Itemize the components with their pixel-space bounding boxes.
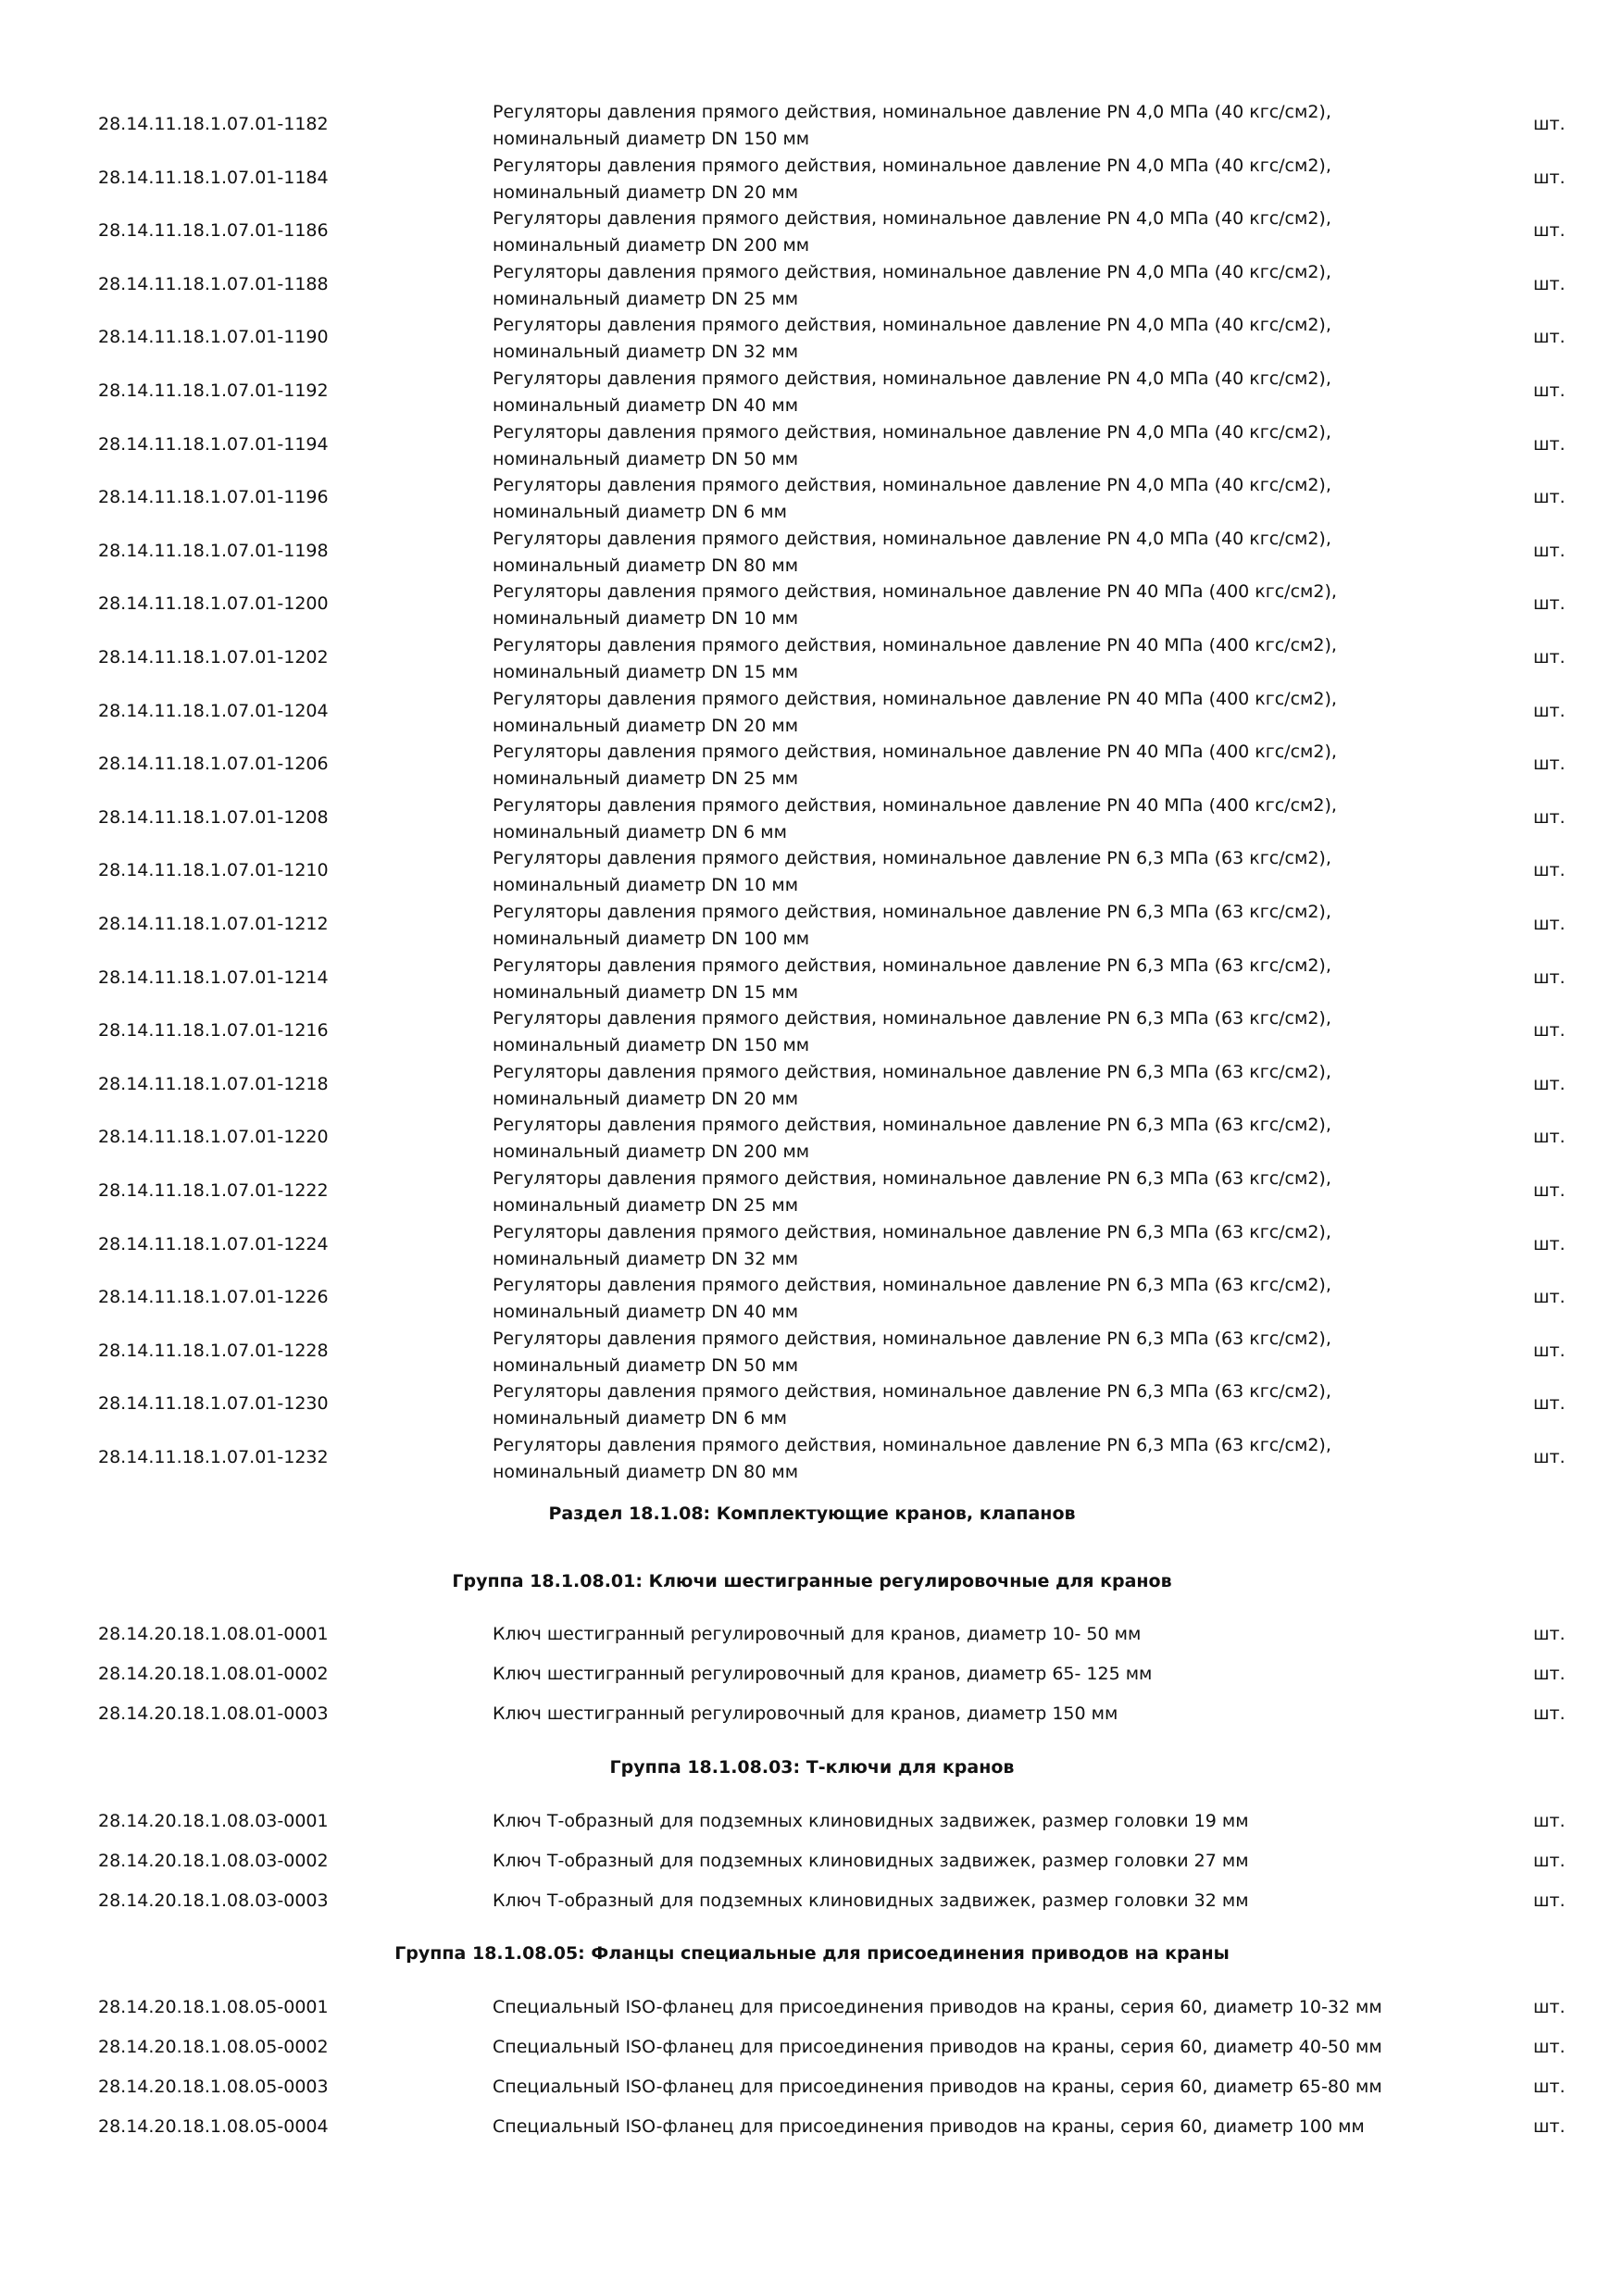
item-code: 28.14.11.18.1.07.01-1228 <box>98 1341 329 1361</box>
item-name-line1: Регуляторы давления прямого действия, номинальное давление PN 40 МПа (400 кгс/см2), <box>493 742 1337 762</box>
item-name: Ключ Т-образный для подземных клиновидных задвижек, размер головки 19 мм <box>493 1811 1249 1831</box>
item-code: 28.14.20.18.1.08.01-0003 <box>98 1703 329 1724</box>
item-name-line2: номинальный диаметр DN 150 мм <box>493 129 810 149</box>
item-code: 28.14.11.18.1.07.01-1220 <box>98 1127 329 1147</box>
item-code: 28.14.11.18.1.07.01-1230 <box>98 1393 329 1414</box>
item-name-line2: номинальный диаметр DN 20 мм <box>493 182 799 203</box>
item-unit: шт. <box>1533 381 1566 401</box>
item-code: 28.14.11.18.1.07.01-1196 <box>98 487 329 507</box>
item-code: 28.14.11.18.1.07.01-1182 <box>98 114 329 134</box>
item-name <box>493 845 1418 899</box>
item-name-line2: номинальный диаметр DN 10 мм <box>493 875 799 895</box>
item-name <box>493 1059 1418 1113</box>
table-row <box>0 2073 1624 2101</box>
item-code: 28.14.11.18.1.07.01-1224 <box>98 1234 329 1254</box>
table-row <box>0 845 1624 899</box>
item-unit: шт. <box>1533 1287 1566 1307</box>
item-name <box>493 686 1418 740</box>
item-name <box>493 1432 1418 1486</box>
item-name <box>493 1379 1418 1432</box>
item-unit: шт. <box>1533 327 1566 347</box>
table-row <box>0 686 1624 740</box>
table-row <box>0 1847 1624 1875</box>
item-unit: шт. <box>1533 2116 1566 2137</box>
table-row <box>0 99 1624 153</box>
item-code: 28.14.11.18.1.07.01-1204 <box>98 701 329 721</box>
table-row <box>0 1166 1624 1219</box>
item-unit: шт. <box>1533 1811 1566 1831</box>
item-name-line2: номинальный диаметр DN 10 мм <box>493 608 799 629</box>
item-name-line2: номинальный диаметр DN 15 мм <box>493 982 799 1003</box>
item-unit: шт. <box>1533 647 1566 668</box>
table-row <box>0 953 1624 1006</box>
item-unit: шт. <box>1533 1890 1566 1911</box>
table-row <box>0 1620 1624 1648</box>
item-name-line1: Регуляторы давления прямого действия, номинальное давление PN 6,3 МПа (63 кгс/см2), <box>493 1062 1331 1082</box>
table-row <box>0 632 1624 686</box>
item-unit: шт. <box>1533 1341 1566 1361</box>
table-row <box>0 419 1624 473</box>
item-unit: шт. <box>1533 1234 1566 1254</box>
item-name-line2: номинальный диаметр DN 25 мм <box>493 768 799 789</box>
item-unit: шт. <box>1533 1997 1566 2017</box>
table-row <box>0 1272 1624 1326</box>
item-code: 28.14.11.18.1.07.01-1214 <box>98 967 329 988</box>
item-name-line2: номинальный диаметр DN 15 мм <box>493 662 799 682</box>
group-heading-180803: Группа 18.1.08.03: Т-ключи для кранов <box>609 1757 1015 1778</box>
item-name-line1: Регуляторы давления прямого действия, номинальное давление PN 6,3 МПа (63 кгс/см2), <box>493 1275 1331 1295</box>
table-row <box>0 526 1624 580</box>
item-name-line2: номинальный диаметр DN 32 мм <box>493 342 799 362</box>
item-name-line1: Регуляторы давления прямого действия, номинальное давление PN 6,3 МПа (63 кгс/см2), <box>493 1168 1331 1189</box>
item-name-line2: номинальный диаметр DN 200 мм <box>493 235 810 256</box>
item-name <box>493 792 1418 846</box>
table-row <box>0 1112 1624 1166</box>
item-unit: шт. <box>1533 2077 1566 2097</box>
item-name <box>493 1272 1418 1326</box>
section-heading: Раздел 18.1.08: Комплектующие кранов, клапанов <box>548 1504 1076 1524</box>
item-code: 28.14.20.18.1.08.03-0002 <box>98 1851 329 1871</box>
item-name-line1: Регуляторы давления прямого действия, номинальное давление PN 6,3 МПа (63 кгс/см2), <box>493 1222 1331 1242</box>
item-name-line1: Регуляторы давления прямого действия, номинальное давление PN 6,3 МПа (63 кгс/см2), <box>493 1435 1331 1455</box>
item-unit: шт. <box>1533 914 1566 934</box>
item-code: 28.14.20.18.1.08.05-0002 <box>98 2037 329 2057</box>
item-name-line1: Регуляторы давления прямого действия, номинальное давление PN 4,0 МПа (40 кгс/см2), <box>493 156 1331 176</box>
item-unit: шт. <box>1533 860 1566 880</box>
item-name <box>493 739 1418 792</box>
item-unit: шт. <box>1533 487 1566 507</box>
item-name-line1: Регуляторы давления прямого действия, номинальное давление PN 6,3 МПа (63 кгс/см2), <box>493 1381 1331 1402</box>
item-name: Ключ Т-образный для подземных клиновидных задвижек, размер головки 32 мм <box>493 1890 1249 1911</box>
item-code: 28.14.11.18.1.07.01-1184 <box>98 168 329 188</box>
item-name-line2: номинальный диаметр DN 80 мм <box>493 555 799 576</box>
table-row <box>0 153 1624 206</box>
item-name <box>493 419 1418 473</box>
item-name-line2: номинальный диаметр DN 25 мм <box>493 289 799 309</box>
item-code: 28.14.11.18.1.07.01-1202 <box>98 647 329 668</box>
table-row <box>0 2033 1624 2061</box>
item-code: 28.14.11.18.1.07.01-1210 <box>98 860 329 880</box>
item-unit: шт. <box>1533 1127 1566 1147</box>
table-row <box>0 1219 1624 1273</box>
item-name: Специальный ISO-фланец для присоединения приводов на краны, серия 60, диаметр 40-50 мм <box>493 2037 1382 2057</box>
table-row <box>0 1660 1624 1688</box>
table-row <box>0 1379 1624 1432</box>
table-row <box>0 1432 1624 1486</box>
item-name-line2: номинальный диаметр DN 32 мм <box>493 1249 799 1269</box>
table-row <box>0 739 1624 792</box>
item-name <box>493 1005 1418 1059</box>
item-name-line1: Регуляторы давления прямого действия, номинальное давление PN 6,3 МПа (63 кгс/см2), <box>493 902 1331 922</box>
table-row <box>0 1887 1624 1915</box>
item-name <box>493 366 1418 419</box>
item-code: 28.14.11.18.1.07.01-1232 <box>98 1447 329 1467</box>
item-name-line2: номинальный диаметр DN 80 мм <box>493 1462 799 1482</box>
item-code: 28.14.11.18.1.07.01-1212 <box>98 914 329 934</box>
item-unit: шт. <box>1533 1851 1566 1871</box>
item-name-line1: Регуляторы давления прямого действия, номинальное давление PN 6,3 МПа (63 кгс/см2), <box>493 1329 1331 1349</box>
item-code: 28.14.11.18.1.07.01-1198 <box>98 541 329 561</box>
item-unit: шт. <box>1533 701 1566 721</box>
item-name-line1: Регуляторы давления прямого действия, номинальное давление PN 4,0 МПа (40 кгс/см2), <box>493 529 1331 549</box>
group-heading-180805: Группа 18.1.08.05: Фланцы специальные для присоединения приводов на краны <box>394 1943 1230 1964</box>
item-code: 28.14.11.18.1.07.01-1186 <box>98 220 329 241</box>
item-name <box>493 99 1418 153</box>
item-code: 28.14.11.18.1.07.01-1200 <box>98 593 329 614</box>
item-unit: шт. <box>1533 593 1566 614</box>
item-name-line2: номинальный диаметр DN 50 мм <box>493 449 799 469</box>
item-code: 28.14.11.18.1.07.01-1190 <box>98 327 329 347</box>
item-unit: шт. <box>1533 2037 1566 2057</box>
item-name <box>493 899 1418 953</box>
item-name-line2: номинальный диаметр DN 6 мм <box>493 1408 787 1429</box>
item-name <box>493 1219 1418 1273</box>
item-unit: шт. <box>1533 1624 1566 1644</box>
item-name-line1: Регуляторы давления прямого действия, номинальное давление PN 40 МПа (400 кгс/см2), <box>493 795 1337 816</box>
item-unit: шт. <box>1533 1664 1566 1684</box>
item-name-line2: номинальный диаметр DN 25 мм <box>493 1195 799 1216</box>
item-code: 28.14.20.18.1.08.01-0002 <box>98 1664 329 1684</box>
item-unit: шт. <box>1533 220 1566 241</box>
table-row <box>0 312 1624 366</box>
table-row <box>0 1059 1624 1113</box>
item-code: 28.14.20.18.1.08.05-0001 <box>98 1997 329 2017</box>
item-name-line1: Регуляторы давления прямого действия, номинальное давление PN 40 МПа (400 кгс/см2), <box>493 689 1337 709</box>
item-code: 28.14.11.18.1.07.01-1216 <box>98 1020 329 1041</box>
item-name <box>493 632 1418 686</box>
item-name: Ключ Т-образный для подземных клиновидных задвижек, размер головки 27 мм <box>493 1851 1249 1871</box>
item-unit: шт. <box>1533 114 1566 134</box>
table-row <box>0 899 1624 953</box>
item-name-line2: номинальный диаметр DN 40 мм <box>493 395 799 416</box>
item-name-line1: Регуляторы давления прямого действия, номинальное давление PN 4,0 МПа (40 кгс/см2), <box>493 315 1331 335</box>
table-row <box>0 792 1624 846</box>
table-row <box>0 579 1624 632</box>
item-unit: шт. <box>1533 1703 1566 1724</box>
item-name-line1: Регуляторы давления прямого действия, номинальное давление PN 6,3 МПа (63 кгс/см2), <box>493 848 1331 868</box>
item-name: Специальный ISO-фланец для присоединения приводов на краны, серия 60, диаметр 65-80 мм <box>493 2077 1382 2097</box>
item-name-line1: Регуляторы давления прямого действия, номинальное давление PN 4,0 МПа (40 кгс/см2), <box>493 475 1331 495</box>
item-unit: шт. <box>1533 1393 1566 1414</box>
item-code: 28.14.20.18.1.08.01-0001 <box>98 1624 329 1644</box>
item-name <box>493 206 1418 259</box>
item-code: 28.14.11.18.1.07.01-1226 <box>98 1287 329 1307</box>
item-name-line1: Регуляторы давления прямого действия, номинальное давление PN 4,0 МПа (40 кгс/см2), <box>493 208 1331 229</box>
item-name-line1: Регуляторы давления прямого действия, номинальное давление PN 4,0 МПа (40 кгс/см2), <box>493 102 1331 122</box>
item-name-line1: Регуляторы давления прямого действия, номинальное давление PN 4,0 МПа (40 кгс/см2), <box>493 262 1331 282</box>
item-name-line2: номинальный диаметр DN 6 мм <box>493 822 787 842</box>
item-unit: шт. <box>1533 274 1566 294</box>
item-code: 28.14.11.18.1.07.01-1188 <box>98 274 329 294</box>
item-name-line2: номинальный диаметр DN 200 мм <box>493 1142 810 1162</box>
table-row <box>0 2113 1624 2140</box>
item-code: 28.14.20.18.1.08.03-0003 <box>98 1890 329 1911</box>
group-heading-180801: Группа 18.1.08.01: Ключи шестигранные регулировочные для кранов <box>452 1571 1172 1591</box>
table-row <box>0 472 1624 526</box>
item-name-line2: номинальный диаметр DN 6 мм <box>493 502 787 522</box>
table-row <box>0 366 1624 419</box>
item-code: 28.14.20.18.1.08.05-0003 <box>98 2077 329 2097</box>
item-unit: шт. <box>1533 967 1566 988</box>
item-name: Ключ шестигранный регулировочный для кранов, диаметр 65- 125 мм <box>493 1664 1153 1684</box>
item-unit: шт. <box>1533 434 1566 455</box>
table-row <box>0 1807 1624 1835</box>
item-name-line2: номинальный диаметр DN 20 мм <box>493 1089 799 1109</box>
item-name-line2: номинальный диаметр DN 50 мм <box>493 1355 799 1376</box>
item-name-line2: номинальный диаметр DN 20 мм <box>493 716 799 736</box>
item-unit: шт. <box>1533 1180 1566 1201</box>
item-code: 28.14.20.18.1.08.05-0004 <box>98 2116 329 2137</box>
item-name <box>493 953 1418 1006</box>
item-name <box>493 153 1418 206</box>
item-name-line1: Регуляторы давления прямого действия, номинальное давление PN 6,3 МПа (63 кгс/см2), <box>493 955 1331 976</box>
table-row <box>0 1700 1624 1728</box>
table-row <box>0 1326 1624 1379</box>
item-name-line2: номинальный диаметр DN 150 мм <box>493 1035 810 1055</box>
item-name <box>493 1112 1418 1166</box>
item-name <box>493 259 1418 313</box>
table-row <box>0 1993 1624 2021</box>
item-name <box>493 579 1418 632</box>
item-name <box>493 1326 1418 1379</box>
item-name <box>493 1166 1418 1219</box>
item-code: 28.14.11.18.1.07.01-1192 <box>98 381 329 401</box>
item-name: Специальный ISO-фланец для присоединения приводов на краны, серия 60, диаметр 10-32 мм <box>493 1997 1382 2017</box>
item-name-line1: Регуляторы давления прямого действия, номинальное давление PN 4,0 МПа (40 кгс/см2), <box>493 422 1331 443</box>
item-code: 28.14.11.18.1.07.01-1194 <box>98 434 329 455</box>
item-name: Ключ шестигранный регулировочный для кранов, диаметр 10- 50 мм <box>493 1624 1142 1644</box>
item-name <box>493 312 1418 366</box>
item-unit: шт. <box>1533 168 1566 188</box>
item-unit: шт. <box>1533 541 1566 561</box>
item-code: 28.14.11.18.1.07.01-1206 <box>98 754 329 774</box>
item-name: Специальный ISO-фланец для присоединения приводов на краны, серия 60, диаметр 100 мм <box>493 2116 1365 2137</box>
item-code: 28.14.11.18.1.07.01-1222 <box>98 1180 329 1201</box>
item-code: 28.14.20.18.1.08.03-0001 <box>98 1811 329 1831</box>
item-name <box>493 526 1418 580</box>
item-name-line1: Регуляторы давления прямого действия, номинальное давление PN 4,0 МПа (40 кгс/см2), <box>493 368 1331 389</box>
table-row <box>0 1005 1624 1059</box>
item-name-line2: номинальный диаметр DN 40 мм <box>493 1302 799 1322</box>
item-code: 28.14.11.18.1.07.01-1208 <box>98 807 329 828</box>
item-unit: шт. <box>1533 1447 1566 1467</box>
item-name-line1: Регуляторы давления прямого действия, номинальное давление PN 40 МПа (400 кгс/см2), <box>493 635 1337 655</box>
table-row <box>0 259 1624 313</box>
item-code: 28.14.11.18.1.07.01-1218 <box>98 1074 329 1094</box>
item-name-line2: номинальный диаметр DN 100 мм <box>493 929 810 949</box>
table-row <box>0 206 1624 259</box>
item-name-line1: Регуляторы давления прямого действия, номинальное давление PN 6,3 МПа (63 кгс/см2), <box>493 1115 1331 1135</box>
item-unit: шт. <box>1533 1020 1566 1041</box>
item-name <box>493 472 1418 526</box>
item-unit: шт. <box>1533 754 1566 774</box>
item-name-line1: Регуляторы давления прямого действия, номинальное давление PN 6,3 МПа (63 кгс/см2), <box>493 1008 1331 1029</box>
item-unit: шт. <box>1533 807 1566 828</box>
item-name: Ключ шестигранный регулировочный для кранов, диаметр 150 мм <box>493 1703 1118 1724</box>
item-name-line1: Регуляторы давления прямого действия, номинальное давление PN 40 МПа (400 кгс/см2), <box>493 581 1337 602</box>
item-unit: шт. <box>1533 1074 1566 1094</box>
